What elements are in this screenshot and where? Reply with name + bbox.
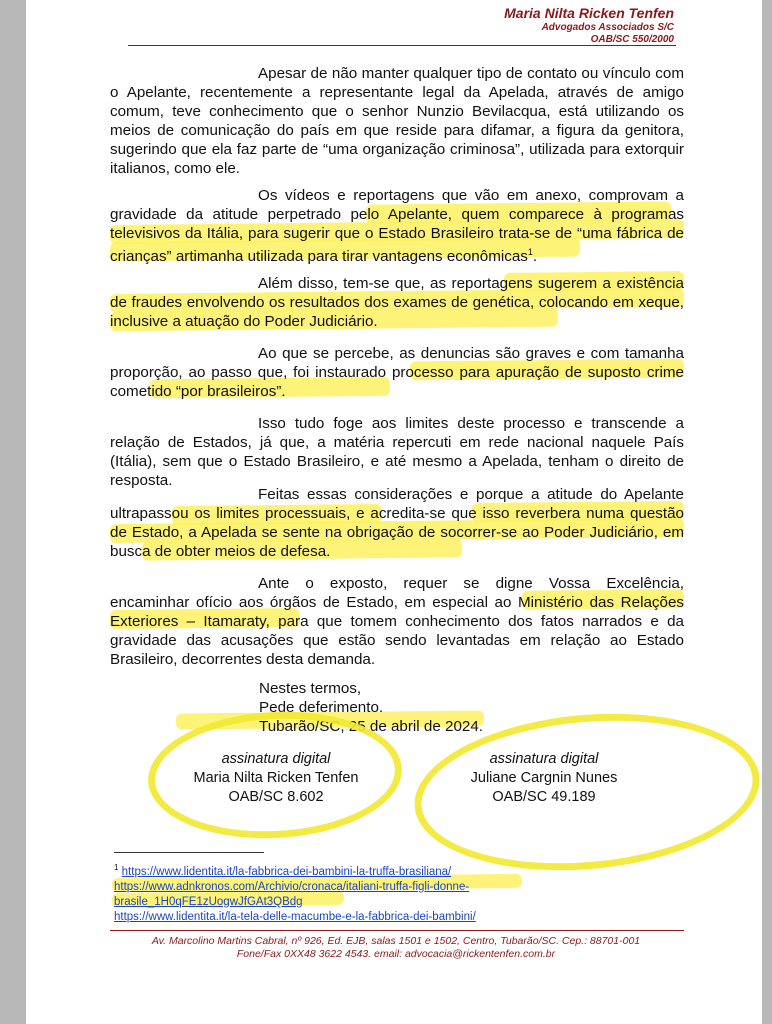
footnote-3 (114, 910, 476, 925)
paragraph-5: Isso tudo foge aos limites deste processo e transcende a relação de Estados, já que, a matéria repercuti em rede nacional naquele País (Itália), sem que o Estado Brasileiro, e até mesmo a Apelada, tenham o direito de resposta. (110, 415, 684, 489)
letterhead-oab: OAB/SC 550/2000 (590, 34, 674, 45)
body-text (110, 574, 684, 669)
signature-block-1 (156, 750, 396, 807)
body-text (110, 414, 684, 490)
footer-address: Av. Marcolino Martins Cabral, nº 926, Ed. EJB, salas 1501 e 1502, Centro, Tubarão/SC. Cep.: 88701-001 (151, 935, 641, 947)
body-text (110, 274, 684, 331)
letterhead (504, 5, 674, 46)
footnote-link-2-cont[interactable]: brasile_1H0qFE1zUogwJfGAt3QBdg (114, 895, 303, 908)
paragraph-3: Além disso, tem-se que, as reportagens sugerem a existência de fraudes envolvendo os resultados dos exames de genética, colocando em xeque, inclusive a atuação do Poder Judiciário. (110, 275, 684, 330)
footnote-2 (114, 880, 476, 895)
closing-line-2: Pede deferimento. (259, 699, 384, 716)
signature-digital-label: assinatura digital (221, 751, 331, 767)
paragraph-2: Os vídeos e reportagens que vão em anexo, comprovam a gravidade da atitude perpetrado pelo Apelante, quem comparece à programas televisivos da Itália, para sugerir que o Estado Brasileiro trata-se de “uma fábrica de crianças” artimanha utilizada para tirar vantagens econômicas$^1$. (110, 187, 684, 266)
footnote-divider (114, 852, 264, 853)
paragraph-4: Ao que se percebe, as denuncias são graves e com tamanha proporção, ao passo que, foi instaurado processo para apuração de suposto crime cometido “por brasileiros”. (110, 345, 684, 400)
signature-name: Maria Nilta Ricken Tenfen (193, 770, 359, 786)
closing-date: Tubarão/SC, 25 de abril de 2024. (259, 718, 484, 735)
footnote-ref: 1 (527, 247, 533, 257)
footnote-link-1[interactable]: https://www.lidentita.it/la-fabbrica-dei-bambini-la-truffa-brasiliana/ (121, 865, 452, 878)
paragraph-6: Feitas essas considerações e porque a atitude do Apelante ultrapassou os limites processuais, e acredita-se que isso reverbera numa questão de Estado, a Apelada se sente na obrigação de socorrer-se ao Poder Judiciário, em busca de obter meios de defesa. (110, 486, 684, 560)
signature-digital-label: assinatura digital (489, 751, 599, 767)
footer-divider (110, 930, 684, 931)
footnote-marker: 1 (114, 863, 119, 872)
letterhead-divider (128, 45, 676, 46)
footnote-1 (114, 860, 476, 880)
body-text (110, 485, 684, 561)
footnote-2-cont (114, 895, 476, 910)
letterhead-name: Maria Nilta Ricken Tenfen (504, 5, 674, 21)
paragraph-7: Ante o exposto, requer se digne Vossa Excelência, encaminhar ofício aos órgãos de Estado, em especial ao Ministério das Relações Exteriores – Itamaraty, para que tomem conhecimento dos fatos narrados e da gravidade das acusações que estão sendo levantadas em relação ao Estado Brasileiro, decorrentes desta demanda. (110, 575, 684, 668)
letterhead-firm: Advogados Associados S/C (541, 22, 674, 33)
footnote-link-3[interactable]: https://www.lidentita.it/la-tela-delle-macumbe-e-la-fabbrica-dei-bambini/ (114, 910, 476, 923)
paragraph-1: Apesar de não manter qualquer tipo de contato ou vínculo com o Apelante, recentemente a representante legal da Apelada, através de amigo comum, teve conhecimento que o senhor Nunzio Bevilacqua, está utilizando os meios de comunicação do país em que reside para difamar, a figura da genitora, sugerindo que ela faz parte de “uma organização criminosa”, utilizada para extorquir italianos, como ele. (110, 65, 684, 177)
closing-line-1: Nestes termos, (259, 680, 362, 697)
signature-oab: OAB/SC 8.602 (228, 789, 324, 805)
body-text (110, 344, 684, 401)
signature-block-2 (424, 750, 664, 807)
footer-contact: Fone/Fax 0XX48 3622 4543. email: advocacia@rickentenfen.com.br (236, 948, 556, 960)
document-page (26, 0, 762, 1024)
body-text (110, 64, 684, 178)
signature-oab: OAB/SC 49.189 (492, 789, 596, 805)
footnote-link-2[interactable]: https://www.adnkronos.com/Archivio/cronaca/italiani-truffa-figli-donne- (114, 880, 470, 893)
footer (106, 935, 686, 961)
signature-name: Juliane Cargnin Nunes (470, 770, 618, 786)
body-text (110, 186, 684, 266)
footnotes (114, 860, 476, 925)
paragraph-2-text: Os vídeos e reportagens que vão em anexo, comprovam a gravidade da atitude perpetrado pelo Apelante, quem comparece à programas televisivos da Itália, para sugerir que o Estado Brasileiro trata-se de “uma fábrica de crianças” artimanha utilizada para tirar vantagens econômicas (110, 187, 684, 266)
